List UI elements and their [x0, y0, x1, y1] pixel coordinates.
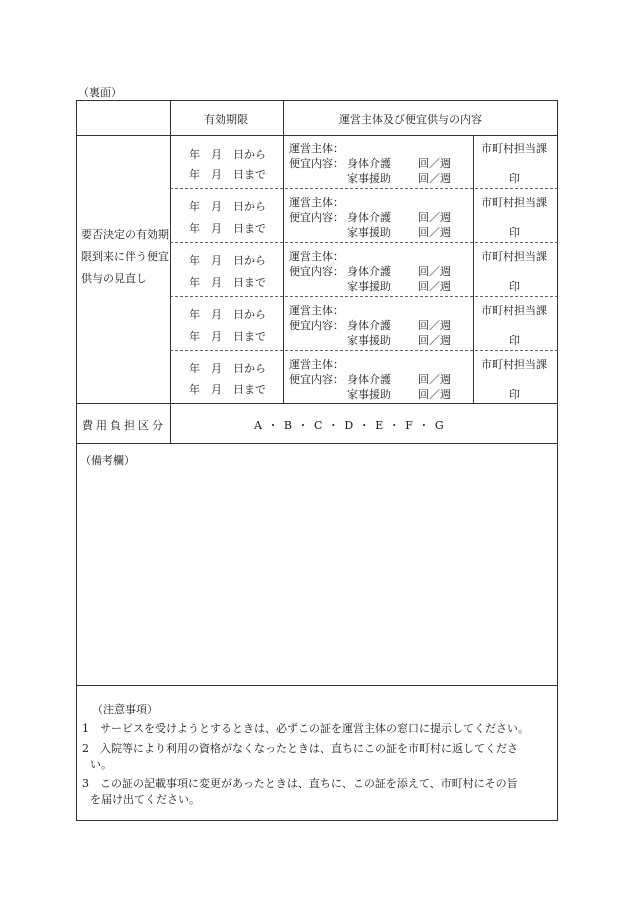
care-home: 家事援助 — [347, 280, 391, 293]
content-label: 便宜内容： — [289, 211, 344, 224]
divider-col1 — [170, 100, 171, 443]
freq-home: 回／週 — [418, 280, 451, 293]
operator-label: 運営主体： — [289, 250, 344, 263]
content-label: 便宜内容： — [289, 319, 344, 332]
freq-body: 回／週 — [418, 157, 451, 170]
freq-home: 回／週 — [418, 226, 451, 239]
dept-label: 市町村担当課 — [481, 250, 547, 263]
row-sep-1 — [170, 188, 558, 189]
period-to: 年 月 日まで — [189, 276, 266, 289]
divider-col3 — [473, 135, 474, 403]
period-to: 年 月 日まで — [189, 168, 266, 181]
period-from: 年 月 日から — [189, 308, 266, 321]
freq-body: 回／週 — [418, 265, 451, 278]
divider-cost-end — [76, 443, 558, 444]
header-period: 有効期限 — [204, 113, 248, 126]
seal-mark: 印 — [509, 334, 520, 347]
cost-label: 費用負担区分 — [82, 419, 166, 432]
content-label: 便宜内容： — [289, 373, 344, 386]
freq-body: 回／週 — [418, 373, 451, 386]
note-item: 3 この証の記載事項に変更があったときは、直ちに、この証を添えて、市町村にその旨 — [82, 777, 518, 790]
dept-label: 市町村担当課 — [481, 358, 547, 371]
care-body: 身体介護 — [347, 265, 391, 278]
divider-review-end — [76, 403, 558, 404]
seal-mark: 印 — [509, 172, 520, 185]
notes-title: （注意事項） — [92, 703, 158, 716]
review-label: 要否決定の有効期限到来に伴う便宜供与の見直し — [81, 228, 169, 285]
care-body: 身体介護 — [347, 319, 391, 332]
divider-col2 — [283, 100, 284, 403]
note-item: 2 入院等により利用の資格がなくなったときは、直ちにこの証を市町村に返してくださ — [82, 742, 518, 755]
care-body: 身体介護 — [347, 211, 391, 224]
care-body: 身体介護 — [347, 373, 391, 386]
freq-home: 回／週 — [418, 388, 451, 401]
period-to: 年 月 日まで — [189, 330, 266, 343]
row-sep-3 — [170, 296, 558, 297]
period-to: 年 月 日まで — [189, 222, 266, 235]
content-label: 便宜内容： — [289, 265, 344, 278]
seal-mark: 印 — [509, 388, 520, 401]
content-label: 便宜内容： — [289, 157, 344, 170]
seal-mark: 印 — [509, 280, 520, 293]
freq-home: 回／週 — [418, 172, 451, 185]
side-label: （裏面） — [78, 86, 122, 99]
care-home: 家事援助 — [347, 388, 391, 401]
dept-label: 市町村担当課 — [481, 196, 547, 209]
operator-label: 運営主体： — [289, 304, 344, 317]
header-content: 運営主体及び便宜供与の内容 — [339, 113, 482, 126]
divider-header — [76, 135, 558, 136]
seal-mark: 印 — [509, 226, 520, 239]
period-from: 年 月 日から — [189, 200, 266, 213]
care-home: 家事援助 — [347, 334, 391, 347]
period-from: 年 月 日から — [189, 362, 266, 375]
dept-label: 市町村担当課 — [481, 142, 547, 155]
note-item: 1 サービスを受けようとするときは、必ずこの証を運営主体の窓口に提示してください。 — [82, 722, 529, 735]
period-from: 年 月 日から — [189, 148, 266, 161]
freq-body: 回／週 — [418, 319, 451, 332]
operator-label: 運営主体： — [289, 358, 344, 371]
divider-remarks-end — [76, 685, 558, 686]
care-home: 家事援助 — [347, 226, 391, 239]
freq-home: 回／週 — [418, 334, 451, 347]
cost-options: A ・ B ・ C ・ D ・ E ・ F ・ G — [254, 419, 445, 432]
operator-label: 運営主体： — [289, 142, 344, 155]
dept-label: 市町村担当課 — [481, 304, 547, 317]
freq-body: 回／週 — [418, 211, 451, 224]
care-body: 身体介護 — [347, 157, 391, 170]
note-item: を届け出てください。 — [90, 793, 200, 806]
note-item: い。 — [90, 758, 112, 771]
operator-label: 運営主体： — [289, 196, 344, 209]
period-from: 年 月 日から — [189, 254, 266, 267]
row-sep-4 — [170, 350, 558, 351]
care-home: 家事援助 — [347, 172, 391, 185]
period-to: 年 月 日まで — [189, 383, 266, 396]
row-sep-2 — [170, 242, 558, 243]
remarks-label: （備考欄） — [80, 454, 135, 467]
